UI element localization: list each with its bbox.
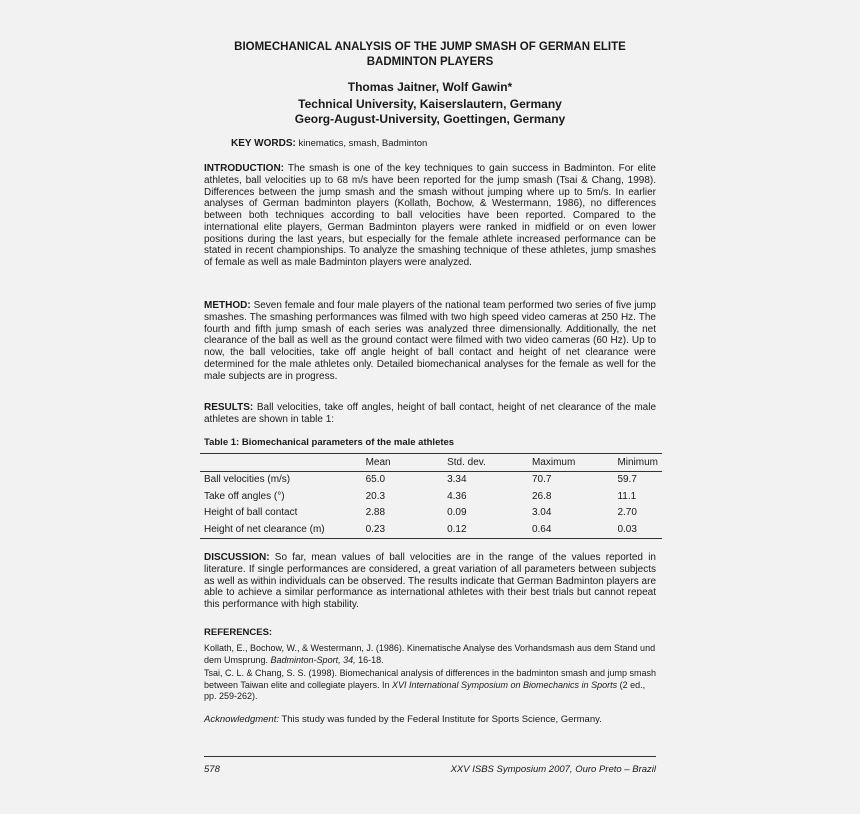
page-number: 578 [204,764,220,775]
reference-1 [204,643,659,666]
discussion-heading: DISCUSSION: [204,552,270,563]
reference-2-proceedings: XVI International Symposium on Biomechanics in Sports [391,679,618,690]
table-header-cell: Maximum [531,456,576,468]
reference-2 [204,668,659,703]
reference-2-pages: (2 ed., pp. 259-262). [204,679,646,701]
introduction-heading: INTRODUCTION: [204,163,284,174]
method-text: Seven female and four male players of the national team performed two series of five jump smashes. The smashing performances was filmed with two high speed video cameras at 250 Hz. The fourth and fifth jump smash of each series was analyzed three dimensionally. Additionally, the net clearance of the ball as well as the ground contact were filmed with two video cameras (60 Hz). Up to now, the ball velocities, take off angle height of ball contact and height of net clearance were determined for the male athletes only. Detailed biomechanical analyses for the female as well for the male subjects are in progress. [204,300,656,382]
affiliation-2: Georg-August-University, Goettingen, Germany [294,112,566,126]
footer-divider [204,756,656,757]
table-row [200,521,662,538]
table-cell: 0.03 [617,523,637,535]
paper-title [204,40,656,70]
table-cell: 70.7 [531,474,552,486]
affiliation-1: Technical University, Kaiserslautern, Germany [298,97,562,111]
table-cell: 0.12 [447,523,467,535]
introduction-section [204,163,656,269]
table-cell: 65.0 [365,474,386,486]
table-cell: Height of net clearance (m) [204,523,325,535]
keywords [231,138,427,150]
title-line-2: BADMINTON PLAYERS [366,56,494,68]
reference-1-pages: 16-18. [355,654,384,665]
table-cell: 3.04 [531,507,552,519]
footer-venue: XXV ISBS Symposium 2007, Ouro Preto – Brazil [450,764,656,775]
table-row [200,505,662,522]
table-cell: 20.3 [365,490,386,502]
table-cell: 2.70 [617,507,637,519]
introduction-text: The smash is one of the key techniques to gain success in Badminton. For elite athletes, ball velocities up to 68 m/s have been reported for the jump smash (Tsai & Chang, 1998). Differences between the jump smash and the smash without jumping where up to 5m/s. In earlier analyses of German badminton players (Kollath, Bochow, & Westermann, 1986), no differences between both techniques according to ball velocities have been reported. Compared to the international elite players, German Badminton players were ranked in midfield or on even lower positions during the last years, but especially for the female athlete increased performance can be stated in recent championships. To analyze the smashing technique of these athletes, jump smashes of female as well as male Badminton players were analyzed. [204,163,656,268]
method-section [204,300,656,382]
keywords-label: KEY WORDS: [231,138,296,149]
table-header-cell: Mean [365,456,391,468]
affiliations [204,97,656,127]
table-row [200,488,662,505]
results-section [204,402,656,426]
reference-1-authors: Kollath, E., Bochow, W., & Westermann, J. (1986). Kinematische Analyse des Vorhandsmash aus dem Stand und dem Umsprung. [204,643,656,665]
table-caption: Table 1: Biomechanical parameters of the male athletes [204,437,455,448]
table-row [200,471,662,488]
table-cell: 4.36 [447,490,467,502]
table-header-row [200,454,662,472]
table-cell: 0.09 [447,507,467,519]
discussion-section [204,552,656,611]
references-heading: REFERENCES: [204,627,273,638]
table-cell: Height of ball contact [204,507,298,519]
table-cell: 0.64 [531,523,552,535]
title-line-1: BIOMECHANICAL ANALYSIS OF THE JUMP SMASH OF GERMAN ELITE [234,41,626,53]
keywords-text: kinematics, smash, Badminton [298,138,428,149]
method-heading: METHOD: [204,300,251,311]
table-cell: 26.8 [531,490,552,502]
reference-2-authors: Tsai, C. L. & Chang, S. S. (1998). Biomechanical analysis of differences in the badminton smash and jump smash between Taiwan elite and collegiate players. In [204,668,657,690]
table-cell: Take off angles (°) [204,490,285,502]
table-cell: 2.88 [365,507,386,519]
table-header-cell [200,454,362,472]
results-text: Ball velocities, take off angles, height of ball contact, height of net clearance of the male athletes are shown in table 1: [204,402,656,425]
acknowledgment [204,714,602,725]
table-cell: 59.7 [617,474,637,486]
table-cell: Ball velocities (m/s) [204,474,291,486]
reference-1-journal: Badminton-Sport, 34, [270,654,356,665]
discussion-text: So far, mean values of ball velocities are in the range of the values reported in literature. If single performances are considered, a great variation of all parameters between subjects as well as within individuals can be observed. The results indicate that German Badminton players are able to achieve a similar performance as international athletes with their best trials but cannot repeat this performance with high stability. [204,552,656,610]
table-header-cell: Minimum [617,456,658,468]
table-cell: 11.1 [617,490,637,502]
table-cell: 3.34 [447,474,467,486]
table-cell: 0.23 [365,523,386,535]
results-heading: RESULTS: [204,402,254,413]
acknowledgment-label: Acknowledgment: [204,714,279,725]
parameters-table [200,453,662,539]
table-header-cell: Std. dev. [447,456,486,468]
authors: Thomas Jaitner, Wolf Gawin* [347,80,513,94]
acknowledgment-text: This study was funded by the Federal Institute for Sports Science, Germany. [278,714,602,725]
